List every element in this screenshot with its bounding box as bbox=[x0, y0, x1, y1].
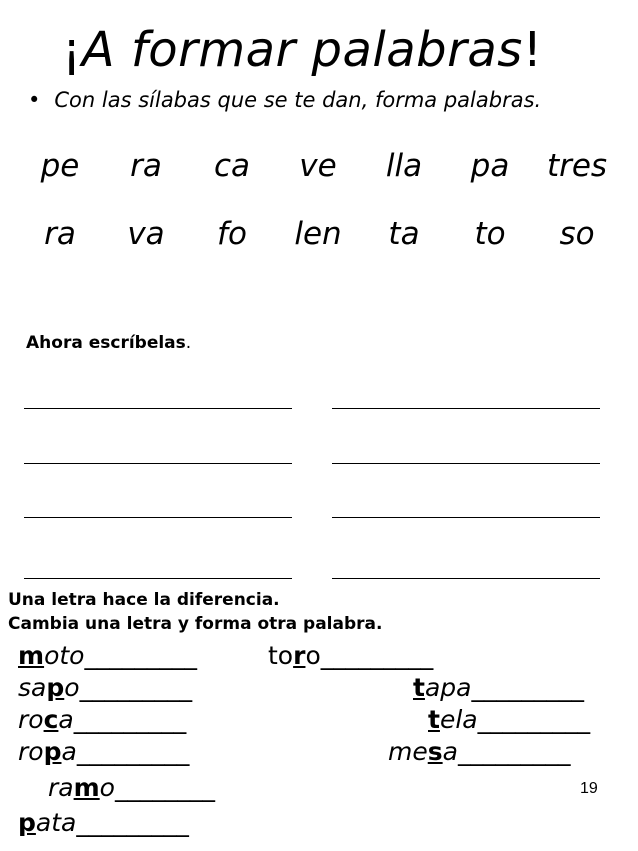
changeable-letter: s bbox=[427, 737, 443, 766]
instruction-text: Con las sílabas que se te dan, forma palabras. bbox=[54, 88, 542, 112]
answer-blank[interactable]: _________ bbox=[471, 673, 584, 702]
syllable: so bbox=[559, 216, 595, 252]
syllable: len bbox=[294, 216, 342, 252]
syllable: lla bbox=[385, 148, 423, 184]
answer-blank[interactable]: _________ bbox=[320, 641, 434, 670]
section-heading: Una letra hace la diferencia. bbox=[8, 590, 280, 610]
syllable: ra bbox=[44, 216, 76, 252]
section-instruction: Cambia una letra y forma otra palabra. bbox=[8, 614, 383, 634]
syllable: va bbox=[127, 216, 165, 252]
word-exercise[interactable]: ramo________ bbox=[48, 773, 215, 802]
changeable-letter: m bbox=[18, 641, 45, 670]
word-exercise[interactable]: toro_________ bbox=[268, 641, 434, 670]
changeable-letter: t bbox=[413, 673, 425, 702]
title-open-mark: ¡ bbox=[62, 22, 82, 78]
changeable-letter: c bbox=[43, 705, 59, 734]
syllable: pa bbox=[470, 148, 510, 184]
answer-blank[interactable]: _________ bbox=[73, 705, 187, 734]
writing-line[interactable] bbox=[24, 463, 292, 464]
write-prompt-text: Ahora escríbelas bbox=[26, 333, 186, 353]
writing-line[interactable] bbox=[24, 517, 292, 518]
answer-blank[interactable]: _________ bbox=[79, 673, 193, 702]
word-exercise[interactable]: pata_________ bbox=[18, 808, 189, 837]
answer-blank[interactable]: _________ bbox=[477, 705, 591, 734]
writing-line[interactable] bbox=[332, 578, 600, 579]
syllable: ta bbox=[388, 216, 420, 252]
syllable: ra bbox=[130, 148, 162, 184]
syllable: ve bbox=[299, 148, 337, 184]
answer-blank[interactable]: ________ bbox=[114, 773, 215, 802]
changeable-letter: p bbox=[43, 737, 62, 766]
syllable: pe bbox=[40, 148, 80, 184]
word-exercise[interactable]: mesa_________ bbox=[388, 737, 571, 766]
word-exercise[interactable]: tapa_________ bbox=[413, 673, 584, 702]
writing-line[interactable] bbox=[332, 408, 600, 409]
answer-blank[interactable]: _________ bbox=[76, 808, 189, 837]
syllable: tres bbox=[546, 148, 608, 184]
write-prompt-period: . bbox=[185, 333, 192, 353]
changeable-letter: r bbox=[293, 641, 306, 670]
writing-line[interactable] bbox=[332, 463, 600, 464]
syllable: fo bbox=[217, 216, 247, 252]
changeable-letter: m bbox=[73, 773, 100, 802]
syllable: to bbox=[474, 216, 506, 252]
answer-blank[interactable]: _________ bbox=[457, 737, 571, 766]
word-exercise[interactable]: moto_________ bbox=[18, 641, 197, 670]
syllable: ca bbox=[213, 148, 251, 184]
write-prompt bbox=[26, 332, 191, 354]
word-exercise[interactable]: sapo_________ bbox=[18, 673, 193, 702]
answer-blank[interactable]: _________ bbox=[84, 641, 197, 670]
answer-blank[interactable]: _________ bbox=[76, 737, 190, 766]
word-exercise[interactable]: ropa_________ bbox=[18, 737, 190, 766]
page-title bbox=[62, 22, 543, 78]
changeable-letter: t bbox=[428, 705, 440, 734]
writing-line[interactable] bbox=[332, 517, 600, 518]
word-exercise[interactable]: tela_________ bbox=[428, 705, 591, 734]
changeable-letter: p bbox=[18, 808, 36, 837]
page-number: 19 bbox=[580, 780, 598, 797]
instruction bbox=[28, 86, 541, 114]
title-text: A formar palabras bbox=[81, 22, 523, 78]
word-exercise[interactable]: roca_________ bbox=[18, 705, 187, 734]
title-close-mark: ! bbox=[522, 22, 543, 78]
bullet-icon: • bbox=[28, 88, 41, 112]
writing-line[interactable] bbox=[24, 578, 292, 579]
changeable-letter: p bbox=[46, 673, 65, 702]
writing-line[interactable] bbox=[24, 408, 292, 409]
